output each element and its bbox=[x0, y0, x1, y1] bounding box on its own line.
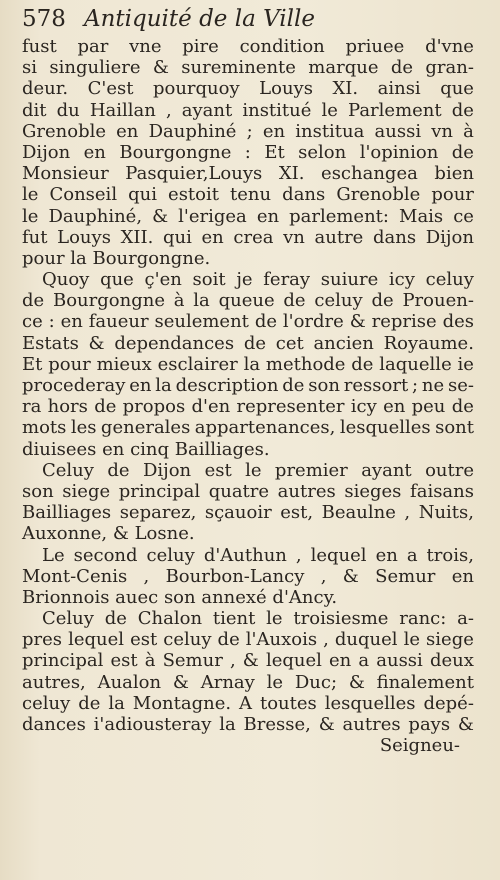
text-line: si singuliere & sureminente marque de gran- bbox=[22, 57, 474, 79]
text-line: fust par vne pire condition priuee d'vne bbox=[22, 36, 474, 57]
text-line: Dijon en Bourgongne : Et selon l'opinion de bbox=[22, 141, 474, 163]
text-line: Monsieur Pasquier,Louys XI. eschangea bien bbox=[22, 163, 474, 185]
page-header bbox=[22, 6, 480, 36]
text-line: son siege principal quatre autres sieges faisans bbox=[22, 480, 474, 502]
text-line: Et pour mieux esclairer la methode de laquelle ie bbox=[22, 353, 474, 375]
text-line: Quoy que ç'en soit je feray suiure icy celuy bbox=[42, 269, 474, 291]
text-line: Celuy de Dijon est le premier ayant outre bbox=[42, 459, 474, 481]
text-line: le Dauphiné, & l'erigea en parlement: Mais ce bbox=[22, 205, 474, 227]
text-line: dit du Haillan , ayant institué le Parlement de bbox=[22, 99, 474, 121]
text-line: dances i'adiousteray la Bresse, & autres pays & bbox=[22, 714, 474, 735]
text-line: pour la Bourgongne. bbox=[22, 247, 211, 269]
text-line: Mont-Cenis , Bourbon-Lancy , & Semur en bbox=[22, 565, 474, 587]
text-line: fut Louys XII. qui en crea vn autre dans Dijon bbox=[22, 226, 474, 248]
running-title: Antiquité de la Ville bbox=[84, 6, 315, 32]
text-line: Auxonne, & Losne. bbox=[22, 523, 195, 545]
text-line: pres lequel est celuy de l'Auxois , duquel le siege bbox=[22, 629, 474, 651]
text-line: deur. C'est pourquoy Louys XI. ainsi que bbox=[22, 78, 474, 100]
text-line: Grenoble en Dauphiné ; en institua aussi vn à bbox=[22, 120, 474, 142]
text-line: ce : en faueur seulement de l'ordre & reprise des bbox=[22, 311, 474, 333]
text-line: celuy de la Montagne. A toutes lesquelles depé- bbox=[22, 692, 474, 714]
page-number: 578 bbox=[22, 6, 66, 32]
text-line: principal est à Semur , & lequel en a aussi deux bbox=[22, 650, 474, 672]
text-line: le Conseil qui estoit tenu dans Grenoble pour bbox=[22, 184, 474, 206]
text-body bbox=[22, 36, 474, 756]
text-line: Le second celuy d'Authun , lequel en a trois, bbox=[42, 544, 474, 566]
text-line: procederay en la description de son ressort ; ne se- bbox=[22, 375, 474, 396]
text-line: Celuy de Chalon tient le troisiesme ranc: a- bbox=[42, 608, 474, 630]
text-line: Brionnois auec son annexé d'Ancy. bbox=[22, 586, 338, 608]
text-line: Estats & dependances de cet ancien Royaume. bbox=[22, 332, 474, 354]
text-line: mots les generales appartenances, lesquelles sont bbox=[22, 417, 474, 439]
text-line: diuisees en cinq Bailliages. bbox=[22, 438, 270, 460]
text-line: de Bourgongne à la queue de celuy de Prouen- bbox=[22, 290, 474, 312]
text-line: ra hors de propos d'en representer icy en peu de bbox=[22, 396, 474, 418]
text-line: Seigneu- bbox=[379, 735, 460, 757]
text-line: autres, Aualon & Arnay le Duc; & finalement bbox=[22, 671, 474, 693]
text-line: Bailliages separez, sçauoir est, Beaulne , Nuits, bbox=[22, 502, 474, 524]
